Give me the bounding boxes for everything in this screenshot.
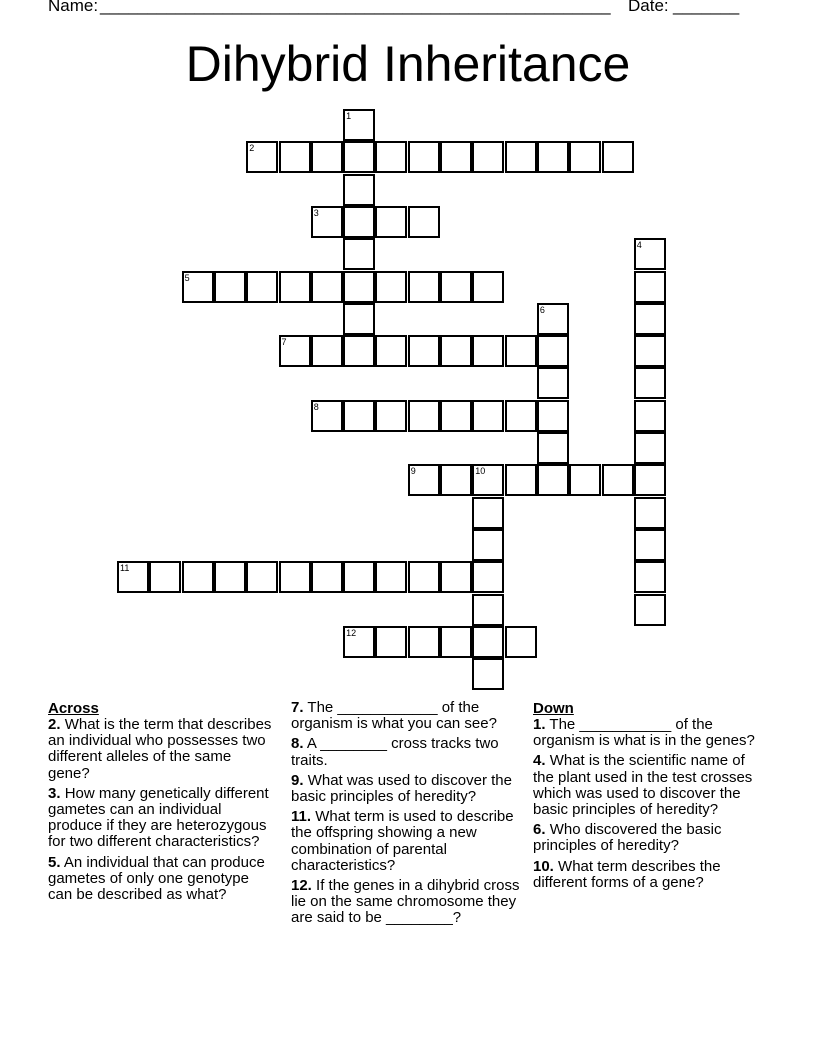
grid-cell[interactable]	[505, 464, 537, 496]
grid-cell[interactable]	[634, 432, 666, 464]
grid-cell[interactable]	[343, 206, 375, 238]
grid-cell[interactable]	[408, 271, 440, 303]
grid-cell[interactable]	[214, 561, 246, 593]
grid-cell[interactable]	[472, 464, 504, 496]
clue-across-7: 7. The ____________ of the organism is what you can see?	[291, 699, 497, 733]
clue-number: 5	[184, 272, 190, 283]
grid-cell[interactable]	[408, 464, 440, 496]
grid-cell[interactable]	[279, 141, 311, 173]
grid-cell[interactable]	[343, 109, 375, 141]
grid-cell[interactable]	[569, 464, 601, 496]
grid-cell[interactable]	[440, 271, 472, 303]
grid-cell[interactable]	[375, 335, 407, 367]
clue-across-11: 11. What term is used to describe the offspring showing a new combination of parental characteristics?	[291, 808, 514, 874]
grid-cell[interactable]	[537, 303, 569, 335]
grid-cell[interactable]	[375, 141, 407, 173]
grid-cell[interactable]	[602, 141, 634, 173]
clue-number: 6	[539, 304, 545, 315]
clue-number: 4	[636, 240, 642, 251]
grid-cell[interactable]	[505, 626, 537, 658]
clue-number: 10	[475, 466, 486, 477]
grid-cell[interactable]	[279, 561, 311, 593]
grid-cell[interactable]	[634, 400, 666, 432]
clue-across-12: 12. If the genes in a dihybrid cross lie on the same chromosome they are said to be ________?	[291, 877, 520, 927]
grid-cell[interactable]	[311, 561, 343, 593]
grid-cell[interactable]	[343, 626, 375, 658]
page-title: Dihybrid Inheritance	[185, 36, 631, 92]
across-clues-column-2	[291, 700, 521, 931]
clue-number: 1	[346, 111, 352, 121]
grid-cell[interactable]	[343, 303, 375, 335]
grid-cell[interactable]	[440, 141, 472, 173]
clue-down-6: 6. Who discovered the basic principles of heredity?	[533, 821, 722, 855]
grid-cell[interactable]	[408, 335, 440, 367]
grid-cell[interactable]	[375, 626, 407, 658]
grid-cell[interactable]	[375, 206, 407, 238]
grid-cell[interactable]	[408, 626, 440, 658]
grid-cell[interactable]	[343, 271, 375, 303]
grid-cell[interactable]	[440, 626, 472, 658]
grid-cell[interactable]	[537, 367, 569, 399]
name-label: Name:	[48, 0, 99, 15]
grid-cell[interactable]	[537, 335, 569, 367]
clue-number: 12	[346, 627, 357, 638]
grid-cell[interactable]	[634, 464, 666, 496]
grid-cell[interactable]	[472, 529, 504, 561]
grid-cell[interactable]	[246, 561, 278, 593]
grid-cell[interactable]	[149, 561, 181, 593]
clue-number: 2	[249, 143, 255, 154]
clue-down-4: 4. What is the scientific name of the plant used in the test crosses which was used to discover the basic principles of heredity?	[533, 752, 753, 819]
grid-cell[interactable]	[246, 141, 278, 173]
grid-cell[interactable]	[117, 561, 149, 593]
grid-cell[interactable]	[472, 594, 504, 626]
grid-cell[interactable]	[634, 271, 666, 303]
grid-cell[interactable]	[440, 335, 472, 367]
grid-cell[interactable]	[505, 335, 537, 367]
clue-across-3: 3. How many genetically different gametes can an individual produce if they are heterozygous for two different characteristics?	[48, 784, 269, 851]
grid-cell[interactable]	[537, 432, 569, 464]
grid-cell[interactable]	[440, 464, 472, 496]
grid-cell[interactable]	[343, 238, 375, 270]
grid-cell[interactable]	[634, 497, 666, 529]
grid-cell[interactable]	[634, 594, 666, 626]
grid-cell[interactable]	[408, 141, 440, 173]
down-heading: Down	[533, 700, 574, 717]
clue-down-10: 10. What term describes the different forms of a gene?	[533, 857, 721, 891]
grid-cell[interactable]	[472, 658, 504, 690]
grid-cell[interactable]	[472, 497, 504, 529]
grid-cell[interactable]	[440, 400, 472, 432]
grid-cell[interactable]	[182, 561, 214, 593]
grid-cell[interactable]	[472, 141, 504, 173]
grid-cell[interactable]	[537, 141, 569, 173]
grid-cell[interactable]	[634, 367, 666, 399]
grid-cell[interactable]	[408, 206, 440, 238]
grid-cell[interactable]	[214, 271, 246, 303]
grid-cell[interactable]	[343, 561, 375, 593]
grid-cell[interactable]	[537, 400, 569, 432]
grid-cell[interactable]	[505, 141, 537, 173]
grid-cell[interactable]	[343, 141, 375, 173]
grid-cell[interactable]	[505, 400, 537, 432]
grid-cell[interactable]	[343, 335, 375, 367]
grid-cell[interactable]	[311, 271, 343, 303]
clue-across-2: 2. What is the term that describes an individual who possesses two different alleles of the same gene?	[48, 716, 272, 782]
grid-cell[interactable]	[279, 335, 311, 367]
grid-cell[interactable]	[408, 561, 440, 593]
grid-cell[interactable]	[634, 335, 666, 367]
grid-cell[interactable]	[472, 561, 504, 593]
grid-cell[interactable]	[634, 529, 666, 561]
clue-number: 3	[313, 207, 319, 218]
grid-cell[interactable]	[602, 464, 634, 496]
grid-cell[interactable]	[634, 303, 666, 335]
grid-cell[interactable]	[343, 174, 375, 206]
across-heading: Across	[48, 700, 99, 717]
grid-cell[interactable]	[375, 271, 407, 303]
grid-cell[interactable]	[569, 141, 601, 173]
grid-cell[interactable]	[634, 238, 666, 270]
grid-cell[interactable]	[472, 626, 504, 658]
clue-number: 7	[281, 337, 287, 348]
clue-number: 8	[313, 401, 319, 412]
grid-cell[interactable]	[311, 400, 343, 432]
grid-cell[interactable]	[408, 400, 440, 432]
grid-cell[interactable]	[343, 400, 375, 432]
clue-down-1: 1. The ___________ of the organism is what is in the genes?	[533, 716, 755, 750]
clue-across-5: 5. An individual that can produce gametes of only one genotype can be described as what?	[48, 853, 265, 904]
grid-cell[interactable]	[311, 335, 343, 367]
grid-cell[interactable]	[634, 561, 666, 593]
grid-cell[interactable]	[472, 400, 504, 432]
clue-across-9: 9. What was used to discover the basic principles of heredity?	[291, 771, 512, 806]
grid-cell[interactable]	[440, 561, 472, 593]
grid-cell[interactable]	[472, 271, 504, 303]
grid-cell[interactable]	[279, 271, 311, 303]
grid-cell[interactable]	[182, 271, 214, 303]
clue-across-8: 8. A ________ cross tracks two traits.	[291, 735, 499, 769]
grid-cell[interactable]	[537, 464, 569, 496]
grid-cell[interactable]	[246, 271, 278, 303]
name-field[interactable]: ______________________________________________________	[100, 0, 611, 15]
date-field[interactable]: _______	[673, 0, 740, 15]
grid-cell[interactable]	[311, 206, 343, 238]
clue-number: 9	[410, 466, 416, 477]
down-clues-column	[533, 700, 765, 895]
across-clues-column-1	[48, 700, 276, 907]
clue-number: 11	[120, 563, 130, 574]
date-label: Date:	[628, 0, 669, 15]
grid-cell[interactable]	[472, 335, 504, 367]
grid-cell[interactable]	[311, 141, 343, 173]
grid-cell[interactable]	[375, 561, 407, 593]
grid-cell[interactable]	[375, 400, 407, 432]
